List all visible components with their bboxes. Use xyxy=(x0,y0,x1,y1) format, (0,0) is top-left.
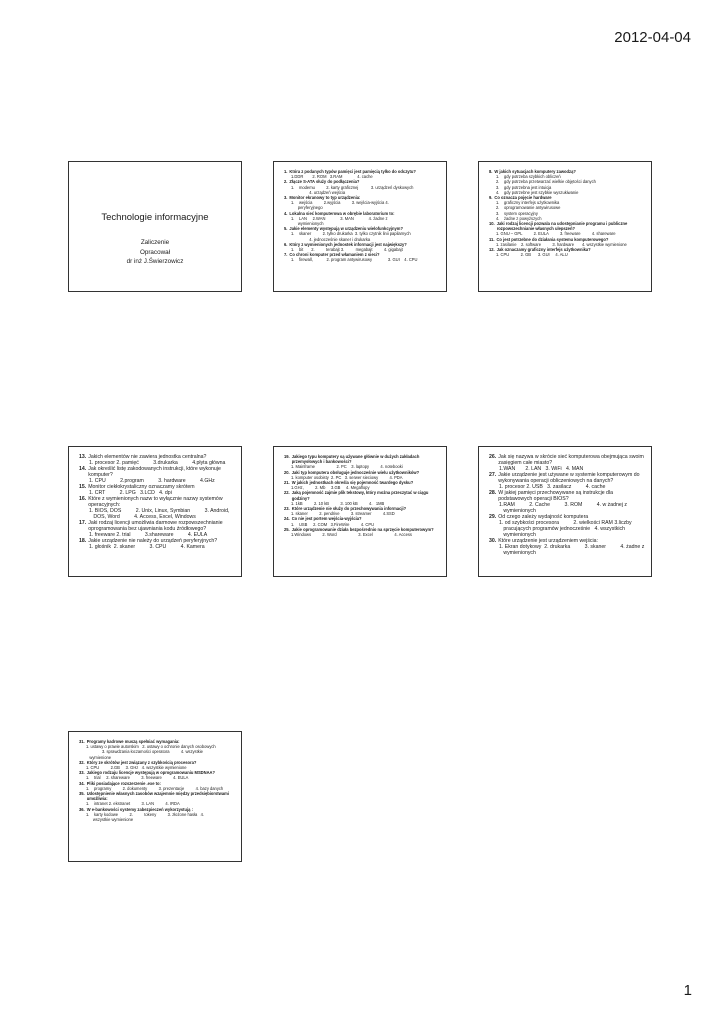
question-text: Monitor ciekłokrystaliczny oznaczamy skrótem xyxy=(88,484,195,490)
question-number: 31. xyxy=(79,739,85,744)
question-text: Złącze S-ATA służy do podłączenia? xyxy=(289,179,360,185)
answer-options: 1.DDR 2. ROM 3.RAM 4. cache xyxy=(291,174,373,180)
answer-options: 1. Mainframe 2. PC 3. laptopy 4. notebooki xyxy=(291,464,403,470)
question-item xyxy=(284,490,440,506)
question-number: 16. xyxy=(79,496,87,502)
question-number: 5. xyxy=(284,226,288,232)
question-item xyxy=(79,791,235,807)
answer-options: 1. BIOS, DOS 2. Unix, Linux, Symbian 3. Android, DOS, Word 4. Access, Excel, Windows xyxy=(89,508,230,520)
question-number: 25. xyxy=(284,526,290,532)
question-text: Jakich elementów nie zawiera jednostka centralna? xyxy=(88,454,207,460)
question-item xyxy=(489,247,645,257)
answer-options: 1. zasilanie 2. software 3. hardware 4. wszystkie wymienione xyxy=(496,241,627,247)
question-text: Jaki rodzaj licencji pozwala na udostępnianie programu i publiczne rozpowszechnianie własnych ulepszeń? xyxy=(496,221,628,232)
slide-questions-31-36 xyxy=(68,731,242,862)
question-item xyxy=(79,454,235,466)
slide-questions-1-7 xyxy=(273,161,447,292)
question-item xyxy=(284,179,440,195)
question-text: Jaki typ komputera obsługuje jednocześnie wielu użytkowników? xyxy=(291,469,420,475)
question-item xyxy=(489,490,645,514)
slide-subtitle xyxy=(69,238,241,267)
question-number: 6. xyxy=(284,241,288,247)
question-number: 18. xyxy=(79,538,87,544)
question-item xyxy=(489,195,645,221)
question-number: 1. xyxy=(284,169,288,174)
subtitle-line: dr inż J.Świerzowicz xyxy=(126,258,184,266)
question-number: 21. xyxy=(284,480,290,486)
answer-options: 1. ustawy o prawie autorskim 2. ustawy o ochronie danych osobowych 3. sprawdzania łoczamości operatora 4. wszystkie wymienione xyxy=(86,744,216,760)
question-number: 3. xyxy=(284,195,288,201)
question-item xyxy=(284,480,440,490)
question-text: Jak się nazywa w skrócie sieć komputerowa obejmująca swoim zasięgiem całe miasto? xyxy=(498,454,644,466)
slide-questions-19-25 xyxy=(273,446,447,577)
question-number: 8. xyxy=(489,169,493,174)
question-item xyxy=(489,514,645,538)
question-text: Udostępnienie własnych zasobów wzajemnie między przedsiębiorstwami umożliwia: xyxy=(86,791,229,802)
question-item xyxy=(489,237,645,247)
question-text: W jakich jednostkach określa się pojemność twardego dysku? xyxy=(291,480,414,486)
answer-options: 1. trial 2. shareware 3. freeware 4. EULA xyxy=(86,775,189,781)
question-text: Który ze skrótów jest związany z szybkością procesora? xyxy=(86,759,197,765)
question-row xyxy=(489,454,645,466)
question-text: Jakie oprogramowanie działa bezpośrednio na sprzęcie komputerowym? xyxy=(291,526,434,532)
question-text: Pliki posiadające rozszerzenie .exe to: xyxy=(86,780,161,786)
question-text: Jakiego typu komputery są używane głównie w dużych zakładach przemysłowych i bankowości? xyxy=(291,454,420,465)
answer-options: 1. intranet 2. ekstranet 3. LAN 4. IRDA xyxy=(86,801,180,807)
answer-options: 1. GNU – GPL 2. EULA 3. freeware 4. shareware xyxy=(496,231,616,237)
answer-options: 1. 1kB 2. 10 kB 3. 100 kB 4. 1MB xyxy=(291,500,385,506)
answer-options: 1. skaner 2. tylko drukarka 3. tylko czytnik linii papilarnych 4. jednocześnie skaner i drukarka xyxy=(291,231,411,242)
question-row xyxy=(284,454,440,464)
question-number: 28. xyxy=(489,490,497,496)
question-item xyxy=(284,242,440,252)
question-number: 11. xyxy=(489,236,495,242)
question-row xyxy=(284,516,440,521)
question-text: Jakiego rodzaju licencje występują w oprogramowaniu MSDNAA? xyxy=(86,770,215,776)
question-number: 14. xyxy=(79,466,87,472)
question-number: 32. xyxy=(79,759,85,765)
question-text: Która z podanych typów pamięci jest pamięcią tylko do odczytu? xyxy=(289,169,416,174)
question-item xyxy=(79,466,235,484)
question-row xyxy=(489,472,645,484)
answer-options: 1. procesor 2. USB 3. zasilacz 4. cache xyxy=(499,484,606,490)
question-text: W jakich sytuacjach komputery zawodzą? xyxy=(494,169,576,174)
question-text: Programy kadrowe muszą spełniać wymagania: xyxy=(86,739,180,744)
question-text: Co jest potrzebne do działania systemu komputerowego? xyxy=(496,236,609,242)
question-number: 24. xyxy=(284,516,290,522)
question-row xyxy=(79,520,235,532)
question-item xyxy=(284,252,440,262)
question-row xyxy=(284,490,440,500)
question-item xyxy=(79,484,235,496)
question-item xyxy=(489,221,645,237)
answer-options: 1. graficzny interfejs użytkownika 2. oprogramowanie antywirusowe 3. system operacyjny 4. żadne z powyższych xyxy=(496,200,561,221)
answer-options: 1. procesor 2. pamięć 3.drukarka 4.płyta główna xyxy=(89,460,226,466)
question-number: 4. xyxy=(284,210,288,216)
page-number: 1 xyxy=(683,982,692,999)
question-item xyxy=(284,211,440,227)
subtitle-line: Opracował xyxy=(139,248,171,256)
question-list xyxy=(284,169,440,263)
slide-questions-13-18 xyxy=(68,446,242,577)
question-list xyxy=(79,739,235,822)
question-item xyxy=(79,538,235,550)
question-item xyxy=(79,760,235,770)
title-slide xyxy=(68,161,242,292)
slide-questions-8-12 xyxy=(478,161,652,292)
question-item xyxy=(489,169,645,195)
answer-options: 1. Ekran dotykowy 2. drukarka 3. skaner 4. żadne z wymienionych xyxy=(499,544,645,556)
question-list xyxy=(489,169,645,257)
answer-options: 1.GHz, 2. Mb 3.GB 4. Megaflopy xyxy=(291,485,370,491)
question-number: 34. xyxy=(79,780,85,786)
answer-options: 1. od szybkości procesora 2. wielkości RAM 3.liczby pracujących programów jednocześnie 4. wszystkich wymienionych xyxy=(499,520,632,538)
question-number: 20. xyxy=(284,469,290,475)
question-row xyxy=(489,490,645,502)
question-text: Jak określić listę zakodowanych instrukcji, które wykonuje komputer? xyxy=(88,466,221,478)
question-number: 15. xyxy=(79,484,87,490)
answer-options: 1.RAM 2. Cache 3. ROM 4. w żadnej z wymienionych xyxy=(499,502,628,514)
answer-options: 1. komputer osobisty 2. PC 3. serwer sieciowy 4. PDA xyxy=(291,474,403,480)
question-number: 17. xyxy=(79,520,87,526)
question-item xyxy=(489,472,645,490)
question-text: Który z wymienionych jednostek informacji jest największy? xyxy=(289,241,407,247)
answer-options: 1. CRT 2. LPG 3.LCD 4. dpi xyxy=(89,490,172,496)
question-number: 7. xyxy=(284,252,288,258)
question-number: 23. xyxy=(284,506,290,512)
question-text: W e-bankowości systemy zabezpieczeń wykorzystują : xyxy=(86,806,193,812)
question-item xyxy=(284,226,440,242)
question-list xyxy=(79,454,235,550)
question-item xyxy=(79,807,235,823)
question-text: Jaką pojemność zajmie plik tekstowy, który można przeczytać w ciągu godziny? xyxy=(291,490,429,501)
question-number: 35. xyxy=(79,791,85,797)
question-text: Co nie jest portem wejścia-wyjścia? xyxy=(291,516,362,522)
question-item xyxy=(284,454,440,470)
question-text: Jakie elementy występują w urządzeniu wielofunkcyjnym? xyxy=(289,226,403,232)
answer-options: 1. wejścia 2.wyjścia 3. wejścia-wyjścia 4. peryferyjnego xyxy=(291,200,389,211)
question-text: Jaki rodzaj licencji umożliwia darmowe rozpowszechnianie oprogramowania bez ujawniania kodu źródłowego? xyxy=(88,520,223,532)
question-text: Które urządzenie jest urządzeniem wejścia: xyxy=(498,538,598,544)
question-row xyxy=(79,791,235,801)
question-number: 33. xyxy=(79,770,85,776)
question-text: Jakie urządzenie jest używane w systemie komputerowym do wykonywania operacji obliczeniowych na danych? xyxy=(498,472,640,484)
question-text: Lokalna sieć komputerowa w obrębie laboratorium to: xyxy=(289,210,395,216)
answer-options: 1. freeware 2. trial 3.shareware 4. EULA xyxy=(89,532,208,538)
question-number: 26. xyxy=(489,454,497,460)
answer-options: 1. karty kodowe 2. tokeny 3. złożone hasła 4. wszystkie wymienione xyxy=(86,811,205,823)
question-item xyxy=(284,527,440,537)
question-item xyxy=(79,770,235,780)
question-number: 9. xyxy=(489,195,493,201)
answer-options: 1. gdy potrzeba szybkich obliczeń 2. gdy potrzeba przetwarzać wielkie objętości danych 3. gdy potrzebna jest intuicja 4. gdy potrzebne jest szybkie wyszukiwanie xyxy=(496,174,596,195)
question-number: 2. xyxy=(284,179,288,185)
answer-options: 1. CPU 2.GB 3. GHz 4. wszystkie wymienione xyxy=(86,765,187,771)
question-row xyxy=(79,466,235,478)
answer-options: 1. LAN 2.WAN 3. MAN 4. żadne z wymienionych xyxy=(291,215,388,227)
slide-title: Technologie informacyjne xyxy=(101,212,209,223)
answer-options: 1. programy 2. dokumenty 3. prezentacje 4. bazy danych xyxy=(86,785,224,791)
question-text: Monitor ekranowy to typ urządzenia: xyxy=(289,195,361,201)
question-number: 29. xyxy=(489,514,497,520)
answer-options: 1. firewall, 2. program antywirusowy 3. GUI 4. CPU xyxy=(291,257,418,263)
question-number: 10. xyxy=(489,221,495,227)
question-text: Które urządzenie nie służy do przechowywania informacji? xyxy=(291,506,407,512)
question-item xyxy=(284,470,440,480)
answer-options: 1.WAN 2. LAN 3. WiFi 4. MAN xyxy=(499,466,584,472)
question-item xyxy=(489,538,645,556)
question-row xyxy=(489,221,645,231)
question-number: 19. xyxy=(284,454,290,459)
question-item xyxy=(489,454,645,472)
answer-options: 1. skaner 2. pendrive 3. streamer 4.SSD xyxy=(291,511,395,517)
answer-options: 1. CPU 2. GB 3. GUI 4. ALU xyxy=(496,252,568,258)
question-number: 13. xyxy=(79,454,87,460)
question-item xyxy=(284,195,440,211)
question-item xyxy=(284,516,440,526)
question-item xyxy=(79,781,235,791)
page-date: 2012-04-04 xyxy=(614,29,691,46)
question-text: W jakiej pamięci przechowywane są instrukcje dla podstawowych operacji BIOS? xyxy=(498,490,613,502)
answer-options: 1. modemu 2. karty graficznej 3. urządzeń dyskowych 4. urządzeń wejścia xyxy=(291,184,414,195)
question-row xyxy=(284,179,440,184)
answer-options: 1. bit 2. terabajt 3. megabajt 4. gigabajt xyxy=(291,247,403,253)
question-number: 22. xyxy=(284,490,290,496)
question-text: Jakie urządzenie nie należy do urządzeń peryferyjnych? xyxy=(88,538,218,544)
answer-options: 1. USB 2. COM 3.FireWire 4. CPU xyxy=(291,521,375,527)
subtitle-line: Zaliczenie xyxy=(140,239,170,246)
slide-questions-26-30 xyxy=(478,446,652,577)
question-list xyxy=(489,454,645,556)
question-number: 12. xyxy=(489,247,495,253)
question-item xyxy=(284,506,440,516)
question-text: Co oznacza pojęcie hardware xyxy=(494,195,552,201)
question-item xyxy=(284,169,440,179)
question-number: 36. xyxy=(79,806,85,812)
question-text: Co chroni komputer przed włamaniem z sieci? xyxy=(289,252,380,258)
question-text: Od czego zależy wydajność komputera xyxy=(498,514,589,520)
question-item xyxy=(79,520,235,538)
answer-options: 1.Windows 2. Word 3. Excel 4. Access xyxy=(291,532,412,538)
question-item xyxy=(79,739,235,760)
question-number: 30. xyxy=(489,538,497,544)
question-number: 27. xyxy=(489,472,497,478)
question-text: Jak oznaczamy graficzny interfejs użytkownika? xyxy=(496,247,591,253)
question-list xyxy=(284,454,440,537)
answer-options: 1. CPU 2.program 3. hardware 4.GHz xyxy=(89,478,215,484)
question-text: Które z wymienionych nazw to wyłącznie nazwy systemów operacyjnych: xyxy=(88,496,223,508)
answer-options: 1. głośnik 2. skaner 3. CPU 4. Kamera xyxy=(89,544,205,550)
question-item xyxy=(79,496,235,520)
question-row xyxy=(79,496,235,508)
